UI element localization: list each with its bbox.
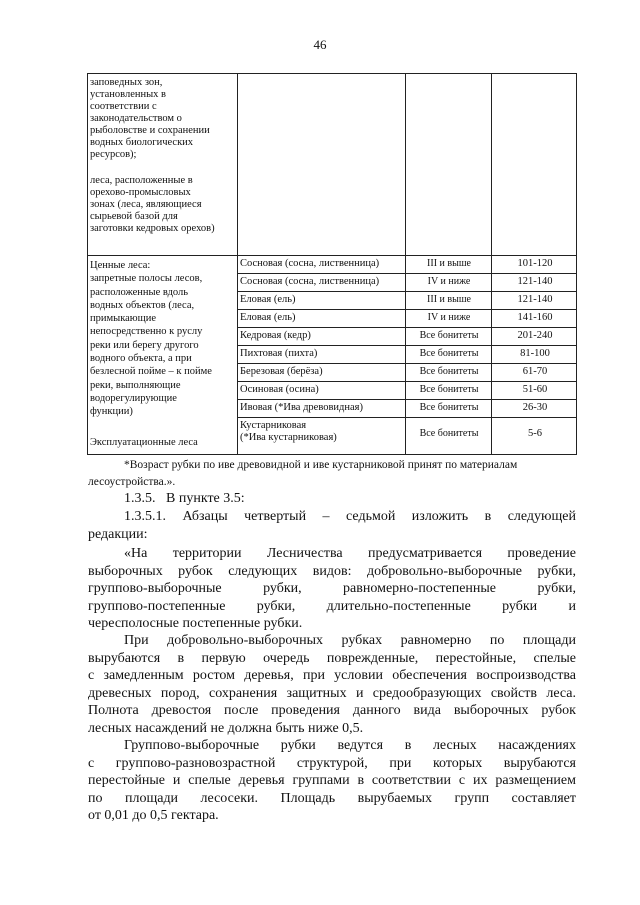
bonitet: Все бонитеты — [419, 428, 479, 439]
text-line: функции) — [90, 406, 133, 418]
text-line: заповедных зон, — [90, 77, 163, 88]
text-line: ресурсов); — [90, 149, 137, 160]
tree-species: Кедровая (кедр) — [240, 330, 311, 341]
paragraph-voluntary-selective — [88, 632, 576, 737]
text-line: Группово-выборочные рубки ведутся в лесных насаждениях — [124, 738, 576, 753]
tree-species: Еловая (ель) — [240, 294, 296, 305]
cutting-age: 121-140 — [517, 294, 553, 305]
tree-species: Сосновая (сосна, лиственница) — [240, 258, 380, 269]
bonitet: Все бонитеты — [419, 402, 479, 413]
table-divider — [88, 255, 576, 256]
tree-species — [240, 420, 406, 444]
text-line: леса, расположенные в — [90, 175, 193, 186]
text-line: лесных насаждений не должна быть ниже 0,5. — [88, 720, 364, 736]
text-line: реки или берегу другого — [90, 339, 199, 351]
text-line: группово-постепенные рубки, длительно-постепенные рубки и — [88, 598, 576, 614]
tree-species: Березовая (берёза) — [240, 366, 323, 377]
table-divider — [237, 291, 576, 292]
text-line: установленных в — [90, 89, 167, 100]
text-line: заготовки кедровых орехов) — [90, 223, 215, 234]
text-line: редакции: — [88, 526, 148, 542]
cutting-age: 61-70 — [522, 366, 548, 377]
cutting-age: 5-6 — [528, 428, 542, 439]
table-divider — [237, 363, 576, 364]
bonitet: III и выше — [427, 258, 471, 269]
footnote — [88, 457, 578, 491]
table-divider — [237, 381, 576, 382]
text-line: водорегулирующие — [90, 392, 177, 404]
text-line: древесных пород, сохранения защитных и средообразующих свойств леса. — [88, 685, 576, 701]
text-line: перестойные и спелые деревья группами в соответствии с их размещением — [88, 773, 576, 788]
bonitet: III и выше — [427, 294, 471, 305]
table-divider — [237, 273, 576, 274]
tree-species: Осиновая (осина) — [240, 384, 319, 395]
text-line: Ценные леса: — [90, 260, 151, 271]
text-line: 1.3.5.1. Абзацы четвертый – седьмой изложить в следующей — [124, 509, 576, 524]
paragraph-felling-types — [88, 545, 576, 633]
table-divider — [237, 399, 576, 400]
table-divider — [237, 345, 576, 346]
text-line: по площади лесосеки. Площадь вырубаемых групп составляет — [88, 790, 576, 806]
text-line: сырьевой базой для — [90, 211, 178, 222]
text-line: запретные полосы лесов, — [90, 273, 203, 285]
text-line: водных биологических — [90, 137, 194, 148]
paragraph-group-selective — [88, 737, 576, 825]
text-line: «На территории Лесничества предусматривается проведение — [124, 546, 576, 561]
text-line: реки, выполняющие — [90, 379, 181, 391]
text-line: безлесной пойме – к пойме — [90, 366, 212, 378]
text-line: водного объекта, а при — [90, 353, 192, 365]
text-line: примыкающие — [90, 313, 156, 325]
tree-species: Еловая (ель) — [240, 312, 296, 323]
footnote-line: *Возраст рубки по иве древовидной и иве кустарниковой принят по материалам — [124, 459, 518, 471]
cutting-age: 26-30 — [522, 402, 548, 413]
text-line: зонах (леса, являющиеся — [90, 199, 202, 210]
cutting-age: 141-160 — [517, 312, 553, 323]
table-divider — [237, 417, 576, 418]
text-line: чересполосные постепенные рубки. — [88, 616, 303, 631]
text-line: вырубаются в первую очередь поврежденные, перестойные, спелые — [88, 650, 576, 666]
tree-species: Пихтовая (пихта) — [240, 348, 318, 359]
tree-species: Ивовая (*Ива древовидная) — [240, 402, 364, 413]
footnote-line: лесоустройства.». — [88, 476, 176, 488]
page-number: 46 — [313, 37, 327, 52]
bonitet: IV и ниже — [427, 312, 471, 323]
forest-age-table — [87, 73, 577, 455]
bonitet: Все бонитеты — [419, 366, 479, 377]
section-1-3-5: 1.3.5. В пункте 3.5: — [124, 491, 245, 506]
cutting-age: 121-140 — [517, 276, 553, 287]
text-line: Кустарниковая — [240, 420, 307, 431]
text-line: (*Ива кустарниковая) — [240, 432, 337, 443]
text-line: группово-выборочные рубки, равномерно-постепенные рубки, — [88, 581, 576, 596]
text-line: с замедленным ростом деревья, при условии обеспечения воспроизводства — [88, 668, 576, 683]
cutting-age: 201-240 — [517, 330, 553, 341]
cutting-age: 101-120 — [517, 258, 553, 269]
text-line: от 0,01 до 0,5 гектара. — [88, 808, 219, 823]
top-category-cell — [90, 77, 238, 235]
text-line: соответствии с — [90, 101, 157, 112]
bonitet: Все бонитеты — [419, 348, 479, 359]
valuable-forests-cell — [90, 259, 238, 419]
text-line: рыболовстве и сохранении — [90, 125, 210, 136]
tree-species: Сосновая (сосна, лиственница) — [240, 276, 380, 287]
table-divider — [237, 327, 576, 328]
text-line: выборочных рубок следующих видов: добровольно-выборочные рубки, — [88, 563, 576, 579]
bonitet: Все бонитеты — [419, 330, 479, 341]
text-line: орехово-промысловых — [90, 187, 191, 198]
text-line: расположенные вдоль — [90, 286, 189, 298]
cutting-age: 51-60 — [522, 384, 548, 395]
text-line: водных объектов (леса, — [90, 299, 195, 311]
bonitet: Все бонитеты — [419, 384, 479, 395]
text-line: При добровольно-выборочных рубках равномерно по площади — [124, 633, 576, 648]
bonitet: IV и ниже — [427, 276, 471, 287]
text-line: Полнота древостоя после проведения данного вида выборочных рубок — [88, 703, 576, 718]
table-divider — [237, 309, 576, 310]
text-line: непосредственно к руслу — [90, 326, 203, 338]
cutting-age: 81-100 — [520, 348, 550, 359]
text-line: с группово-разновозрастной структурой, при которых вырубаются — [88, 755, 576, 771]
exploitation-forests-label: Эксплуатационные леса — [90, 437, 198, 448]
text-line: законодательством о — [90, 113, 182, 124]
text-line — [90, 161, 238, 173]
section-1-3-5-1 — [88, 508, 576, 543]
